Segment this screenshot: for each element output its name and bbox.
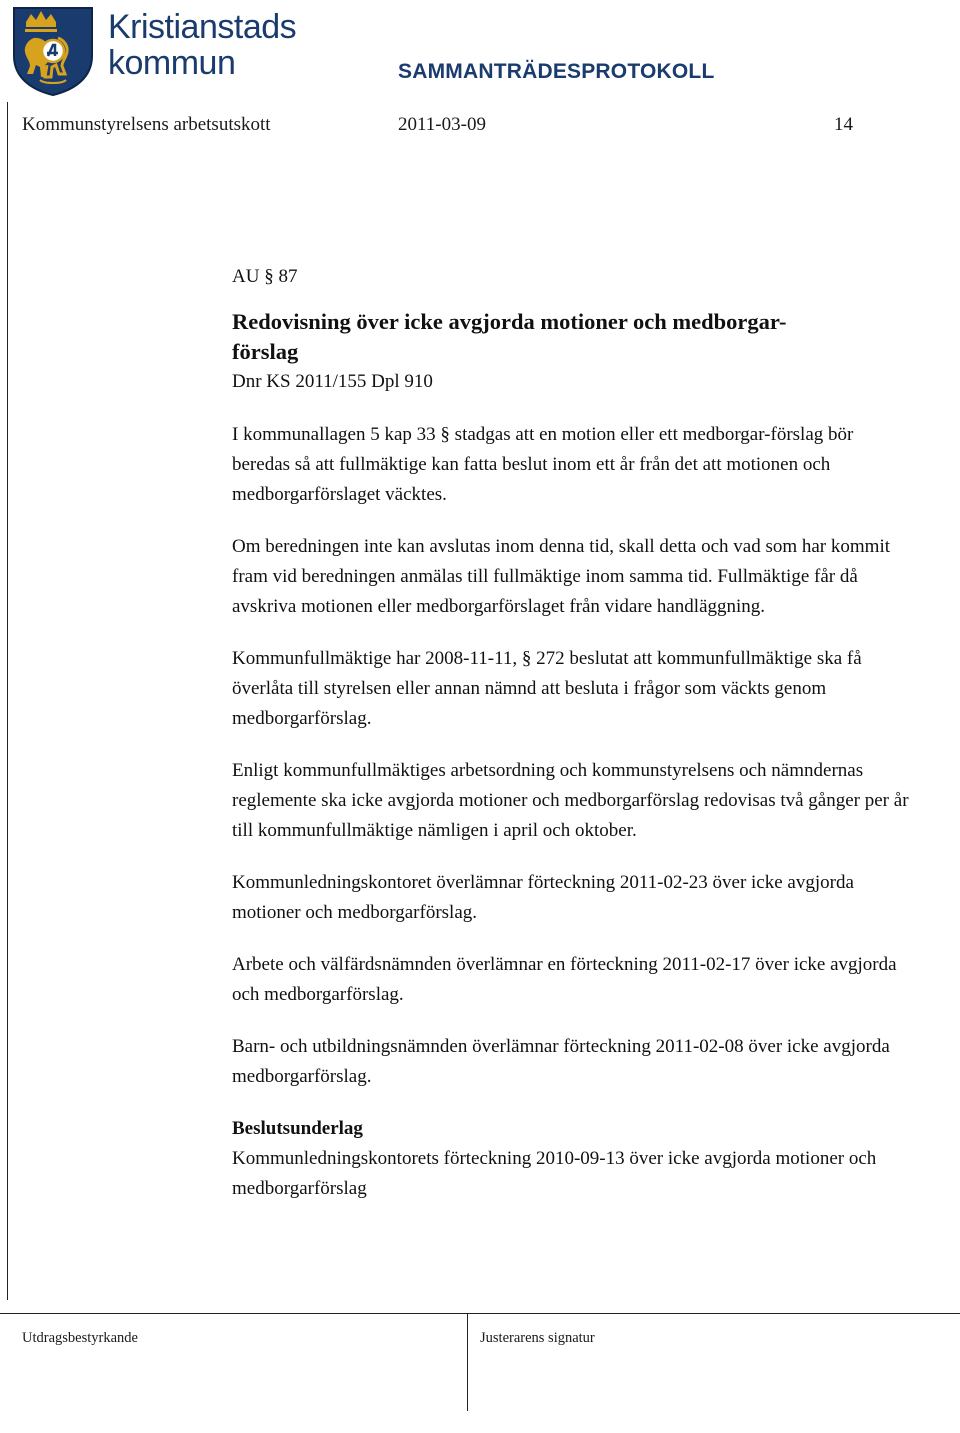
- logo-text-line1: Kristianstads: [108, 8, 297, 46]
- paragraph: I kommunallagen 5 kap 33 § stadgas att en motion eller ett medborgar-förslag bör beredas så att fullmäktige kan fatta beslut inom ett år från det att motionen och medborgarförslaget väcktes.: [232, 424, 854, 505]
- left-margin-rule: [7, 102, 8, 1300]
- meeting-date: 2011-03-09: [398, 114, 486, 135]
- paragraph: Kommunledningskontoret överlämnar förteckning 2011-02-23 över icke avgjorda motioner och medborgarförslag.: [232, 872, 854, 923]
- logo-text-line2: kommun: [108, 44, 236, 82]
- beslutsunderlag-heading: Beslutsunderlag: [232, 1118, 363, 1139]
- item-number: AU § 87: [232, 266, 298, 287]
- committee-name: Kommunstyrelsens arbetsutskott: [22, 114, 271, 135]
- certification-label: Utdragsbestyrkande: [22, 1330, 138, 1346]
- beslutsunderlag-text: Kommunledningskontorets förteckning 2010-09-13 över icke avgjorda motioner och medborgarförslag: [232, 1148, 877, 1199]
- footer-rule: [0, 1313, 960, 1314]
- footer-divider: [467, 1313, 468, 1411]
- diary-number: Dnr KS 2011/155 Dpl 910: [232, 371, 433, 392]
- item-title-line1: Redovisning över icke avgjorda motioner och medborgar-: [232, 309, 787, 334]
- page-number: 14: [834, 114, 853, 135]
- paragraph: Enligt kommunfullmäktiges arbetsordning och kommunstyrelsens och nämndernas reglemente ska icke avgjorda motioner och medborgarförslag redovisas två gånger per år till kommunfullmäktige nämligen i april och oktober.: [232, 760, 909, 841]
- adjuster-signature-label: Justerarens signatur: [480, 1330, 595, 1346]
- document-body: [232, 262, 912, 1226]
- paragraph: Kommunfullmäktige har 2008-11-11, § 272 beslutat att kommunfullmäktige ska få överlåta till styrelsen eller annan nämnd att besluta i frågor som väckts genom medborgarförslag.: [232, 648, 862, 729]
- kristianstads-kommun-logo: [12, 6, 312, 96]
- paragraph: Om beredningen inte kan avslutas inom denna tid, skall detta och vad som har kommit fram vid beredningen anmälas till fullmäktige inom samma tid. Fullmäktige får då avskriva motionen eller medborgarförslaget från vidare handläggning.: [232, 536, 890, 617]
- item-title-line2: förslag: [232, 339, 299, 364]
- paragraph: Barn- och utbildningsnämnden överlämnar förteckning 2011-02-08 över icke avgjorda medborgarförslag.: [232, 1036, 890, 1087]
- paragraph: Arbete och välfärdsnämnden överlämnar en förteckning 2011-02-17 över icke avgjorda och medborgarförslag.: [232, 954, 897, 1005]
- document-type: SAMMANTRÄDESPROTOKOLL: [398, 60, 715, 83]
